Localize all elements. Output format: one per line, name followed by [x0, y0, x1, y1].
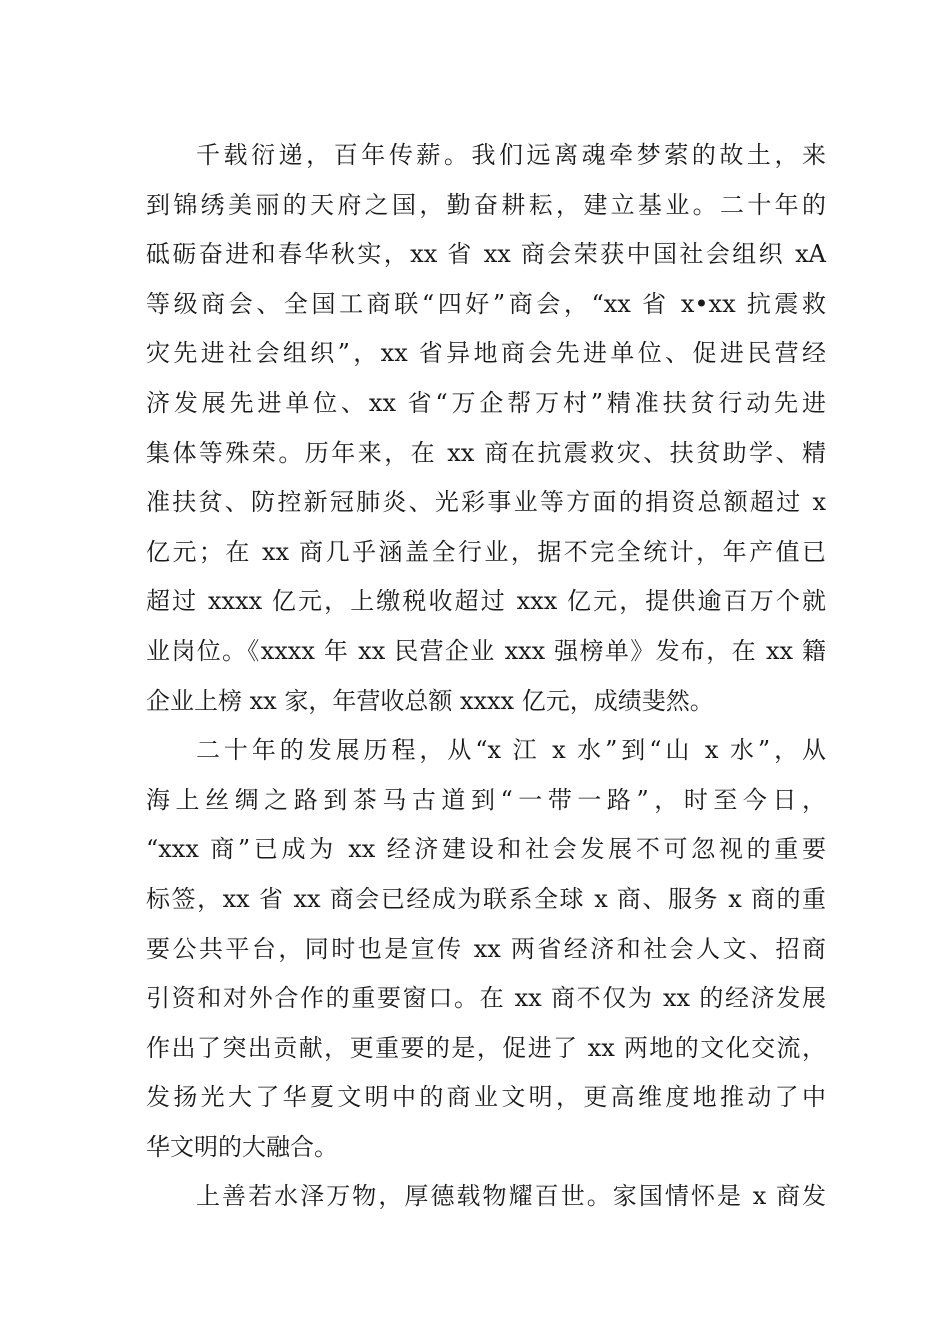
text-line: 等级商会、全国工商联“四好”商会，“xx 省 x•xx 抗震救	[146, 289, 826, 318]
text-line: 灾先进社会组织”，xx 省异地商会先进单位、促进民营经	[146, 339, 826, 368]
text-line: 超过 xxxx 亿元，上缴税收超过 xxx 亿元，提供逾百万个就	[146, 587, 826, 616]
text-line: 千载衍递，百年传薪。我们远离魂牵梦萦的故土，来	[196, 141, 826, 169]
text-line: 集体等殊荣。历年来，在 xx 商在抗震救灾、扶贫助学、精	[146, 438, 826, 467]
text-line: 业岗位。《xxxx 年 xx 民营企业 xxx 强榜单》发布，在 xx 籍	[146, 636, 826, 665]
text-line: 华文明的大融合。	[146, 1132, 338, 1161]
text-line: 上善若水泽万物，厚德载物耀百世。家国情怀是 x 商发	[196, 1182, 826, 1211]
text-line: “xxx 商”已成为 xx 经济建设和社会发展不可忽视的重要	[146, 835, 826, 864]
text-line: 作出了突出贡献，更重要的是，促进了 xx 两地的文化交流，	[146, 1033, 826, 1062]
text-line: 砥砺奋进和春华秋实，xx 省 xx 商会荣获中国社会组织 xA	[146, 240, 826, 269]
text-line: 济发展先进单位、xx 省“万企帮万村”精准扶贫行动先进	[146, 388, 826, 417]
text-line: 海上丝绸之路到茶马古道到“一带一路”，时至今日，	[146, 785, 826, 814]
paragraph-1	[146, 131, 826, 726]
text-line: 标签，xx 省 xx 商会已经成为联系全球 x 商、服务 x 商的重	[146, 884, 826, 913]
text-line: 要公共平台，同时也是宣传 xx 两省经济和社会人文、招商	[146, 934, 826, 963]
text-line: 准扶贫、防控新冠肺炎、光彩事业等方面的捐资总额超过 x	[146, 488, 826, 517]
paragraph-3	[146, 1172, 826, 1222]
text-line: 亿元；在 xx 商几乎涵盖全行业，据不完全统计，年产值已	[146, 537, 826, 566]
text-line: 二十年的发展历程，从“x 江 x 水”到“山 x 水”，从	[196, 736, 826, 765]
text-line: 企业上榜 xx 家，年营收总额 xxxx 亿元，成绩斐然。	[146, 686, 714, 715]
document-body	[146, 131, 826, 1222]
text-line: 引资和对外合作的重要窗口。在 xx 商不仅为 xx 的经济发展	[146, 984, 826, 1013]
paragraph-2	[146, 726, 826, 1172]
text-line: 发扬光大了华夏文明中的商业文明，更高维度地推动了中	[146, 1083, 826, 1112]
text-line: 到锦绣美丽的天府之国，勤奋耕耘，建立基业。二十年的	[146, 190, 826, 219]
